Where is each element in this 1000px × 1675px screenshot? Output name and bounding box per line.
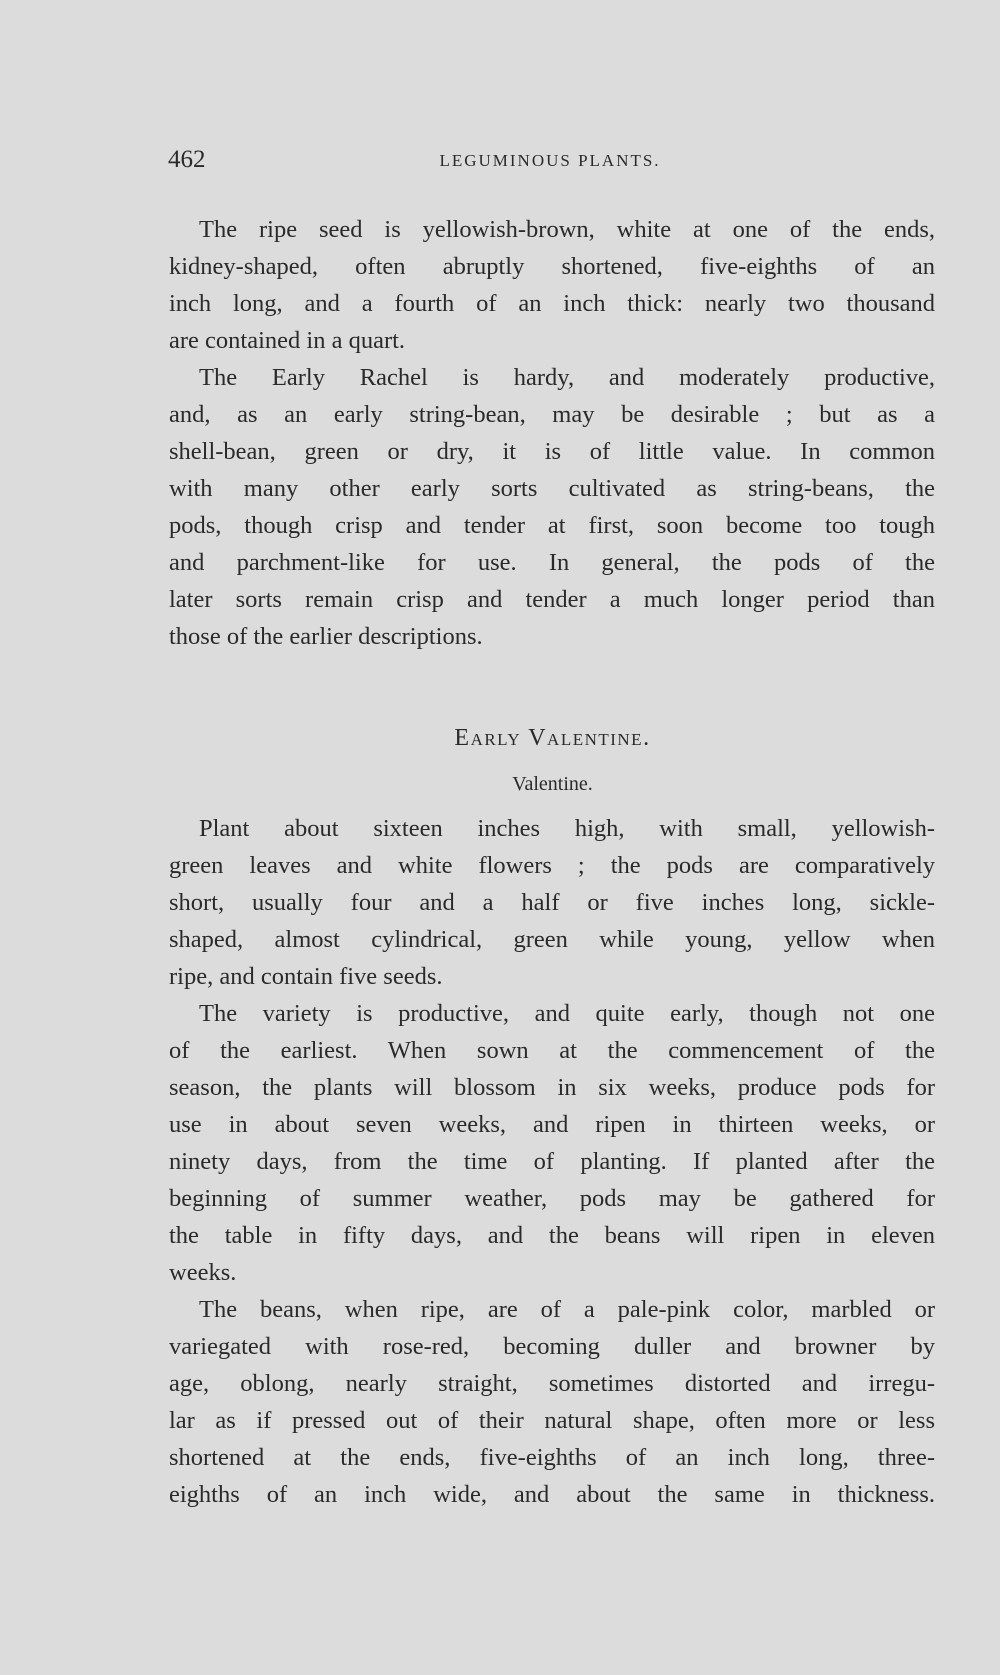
paragraph <box>169 1291 935 1513</box>
text-line: short, usually four and a half or five inches long, sickle- <box>169 889 935 916</box>
paragraph <box>169 211 935 359</box>
text-line: ninety days, from the time of planting. If planted after the <box>169 1148 935 1175</box>
text-line: lar as if pressed out of their natural shape, often more or less <box>169 1407 935 1434</box>
body-bottom <box>169 810 935 1513</box>
section-title: Early Valentine. <box>454 725 651 751</box>
text-line: The beans, when ripe, are of a pale-pink color, marbled or <box>199 1296 935 1323</box>
text-line: The variety is productive, and quite early, though not one <box>199 1000 935 1027</box>
text-line: ripe, and contain five seeds. <box>169 963 443 990</box>
text-line: with many other early sorts cultivated as string-beans, the <box>169 475 935 502</box>
text-line: inch long, and a fourth of an inch thick: nearly two thousand <box>169 290 935 317</box>
text-line: and parchment-like for use. In general, the pods of the <box>169 549 935 576</box>
text-line: Plant about sixteen inches high, with small, yellowish- <box>199 815 935 842</box>
body-top <box>169 211 935 655</box>
text-line: those of the earlier descriptions. <box>169 623 483 650</box>
text-line: of the earliest. When sown at the commencement of the <box>169 1037 935 1064</box>
text-line: green leaves and white flowers ; the pods are comparatively <box>169 852 935 879</box>
text-line: shaped, almost cylindrical, green while young, yellow when <box>169 926 935 953</box>
page-number: 462 <box>168 146 206 173</box>
text-line: age, oblong, nearly straight, sometimes distorted and irregu- <box>169 1370 935 1397</box>
text-line: beginning of summer weather, pods may be gathered for <box>169 1185 935 1212</box>
paragraph <box>169 810 935 995</box>
text-line: are contained in a quart. <box>169 327 406 354</box>
paragraph <box>169 995 935 1291</box>
text-line: The Early Rachel is hardy, and moderately productive, <box>199 364 935 391</box>
text-line: variegated with rose-red, becoming duller and browner by <box>169 1333 935 1360</box>
text-line: The ripe seed is yellowish-brown, white at one of the ends, <box>199 216 935 243</box>
text-line: use in about seven weeks, and ripen in thirteen weeks, or <box>169 1111 935 1138</box>
text-line: pods, though crisp and tender at first, soon become too tough <box>169 512 935 539</box>
text-line: kidney-shaped, often abruptly shortened, five-eighths of an <box>169 253 935 280</box>
text-line: weeks. <box>169 1259 237 1286</box>
section-synonym: Valentine. <box>512 773 593 795</box>
text-line: the table in fifty days, and the beans will ripen in eleven <box>169 1222 935 1249</box>
text-line: and, as an early string-bean, may be desirable ; but as a <box>169 401 935 428</box>
text-line: season, the plants will blossom in six weeks, produce pods for <box>169 1074 935 1101</box>
text-line: later sorts remain crisp and tender a much longer period than <box>169 586 935 613</box>
text-line: shell-bean, green or dry, it is of little value. In common <box>169 438 935 465</box>
text-line: eighths of an inch wide, and about the same in thickness. <box>169 1481 935 1508</box>
paragraph <box>169 359 935 655</box>
text-line: shortened at the ends, five-eighths of an inch long, three- <box>169 1444 935 1471</box>
running-title: LEGUMINOUS PLANTS. <box>439 151 661 170</box>
